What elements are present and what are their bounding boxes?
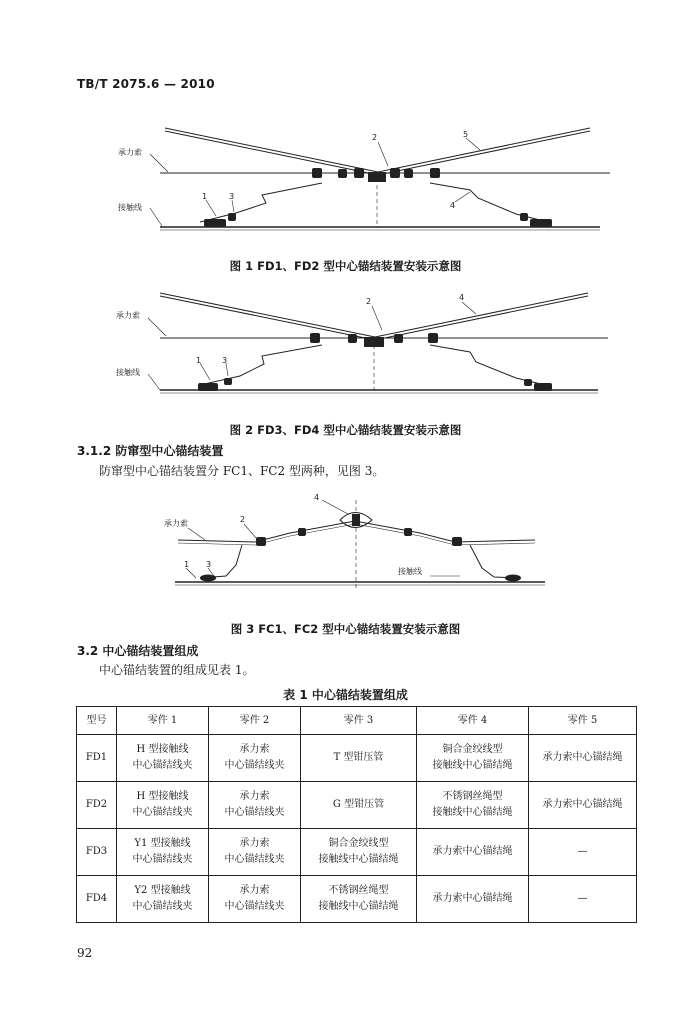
fig2-label-contact: 接触线 — [116, 368, 140, 377]
cell-part-4: 铜合金绞线型 接触线中心锚结绳 — [417, 735, 529, 782]
table-header-row — [77, 707, 637, 735]
fig3-num-1: 1 — [184, 560, 190, 569]
section-3-1-2-heading: 3.1.2 防窜型中心锚结装置 — [77, 444, 224, 458]
section-3-2-text: 中心锚结装置的组成见表 1。 — [99, 663, 255, 677]
fig3-num-4: 4 — [314, 493, 320, 502]
cell-model: FD2 — [77, 782, 117, 829]
cell-part-1: Y2 型接触线 中心锚结线夹 — [117, 876, 209, 923]
fig1-num-5: 5 — [463, 130, 469, 139]
table-row — [77, 735, 637, 782]
figure-3-caption: 图 3 FC1、FC2 型中心锚结装置安装示意图 — [230, 622, 461, 636]
table-row — [77, 876, 637, 923]
section-3-2-heading: 3.2 中心锚结装置组成 — [77, 644, 199, 658]
fig1-num-1: 1 — [202, 192, 208, 201]
fig2-num-3: 3 — [222, 356, 228, 365]
cell-part-1: H 型接触线 中心锚结线夹 — [117, 735, 209, 782]
document-number: TB/T 2075.6 — 2010 — [77, 77, 215, 91]
cell-part-4: 承力索中心锚结绳 — [417, 829, 529, 876]
header-part-3: 零件 3 — [301, 707, 417, 735]
cell-part-3: G 型钳压管 — [301, 782, 417, 829]
cell-part-5: 承力索中心锚结绳 — [529, 735, 637, 782]
fig1-label-messenger: 承力索 — [118, 148, 142, 157]
fig1-num-4: 4 — [450, 201, 456, 210]
table-row — [77, 782, 637, 829]
fig1-label-contact: 接触线 — [118, 203, 142, 212]
cell-part-3: T 型钳压管 — [301, 735, 417, 782]
fig1-num-2: 2 — [372, 133, 378, 142]
cell-part-5: — — [529, 829, 637, 876]
fig3-num-3: 3 — [206, 560, 212, 569]
figure-1-caption: 图 1 FD1、FD2 型中心锚结装置安装示意图 — [229, 259, 462, 273]
header-part-5: 零件 5 — [529, 707, 637, 735]
table-row — [77, 829, 637, 876]
header-model: 型号 — [77, 707, 117, 735]
fig2-num-4: 4 — [459, 293, 465, 302]
cell-part-2: 承力索 中心锚结线夹 — [209, 735, 301, 782]
fig3-label-messenger: 承力索 — [164, 519, 188, 528]
cell-model: FD4 — [77, 876, 117, 923]
cell-part-2: 承力索 中心锚结线夹 — [209, 829, 301, 876]
figure-2-caption: 图 2 FD3、FD4 型中心锚结装置安装示意图 — [229, 423, 462, 437]
cell-part-4: 不锈钢丝绳型 接触线中心锚结绳 — [417, 782, 529, 829]
cell-part-5: 承力索中心锚结绳 — [529, 782, 637, 829]
cell-part-1: H 型接触线 中心锚结线夹 — [117, 782, 209, 829]
cell-part-4: 承力索中心锚结绳 — [417, 876, 529, 923]
cell-part-5: — — [529, 876, 637, 923]
cell-part-2: 承力索 中心锚结线夹 — [209, 782, 301, 829]
cell-model: FD3 — [77, 829, 117, 876]
fig3-label-contact: 接触线 — [398, 567, 422, 576]
header-part-1: 零件 1 — [117, 707, 209, 735]
cell-model: FD1 — [77, 735, 117, 782]
header-part-2: 零件 2 — [209, 707, 301, 735]
fig3-num-2: 2 — [240, 515, 246, 524]
cell-part-3: 铜合金绞线型 接触线中心锚结绳 — [301, 829, 417, 876]
cell-part-2: 承力索 中心锚结线夹 — [209, 876, 301, 923]
table-1-title: 表 1 中心锚结装置组成 — [283, 688, 408, 702]
table-1 — [76, 706, 637, 923]
fig2-num-1: 1 — [196, 356, 202, 365]
page-number: 92 — [77, 946, 93, 960]
cell-part-3: 不锈钢丝绳型 接触线中心锚结绳 — [301, 876, 417, 923]
header-part-4: 零件 4 — [417, 707, 529, 735]
fig2-label-messenger: 承力索 — [116, 311, 140, 320]
fig1-num-3: 3 — [229, 192, 235, 201]
section-3-1-2-text: 防窜型中心锚结装置分 FC1、FC2 型两种，见图 3。 — [99, 464, 385, 478]
fig2-num-2: 2 — [366, 297, 372, 306]
cell-part-1: Y1 型接触线 中心锚结线夹 — [117, 829, 209, 876]
